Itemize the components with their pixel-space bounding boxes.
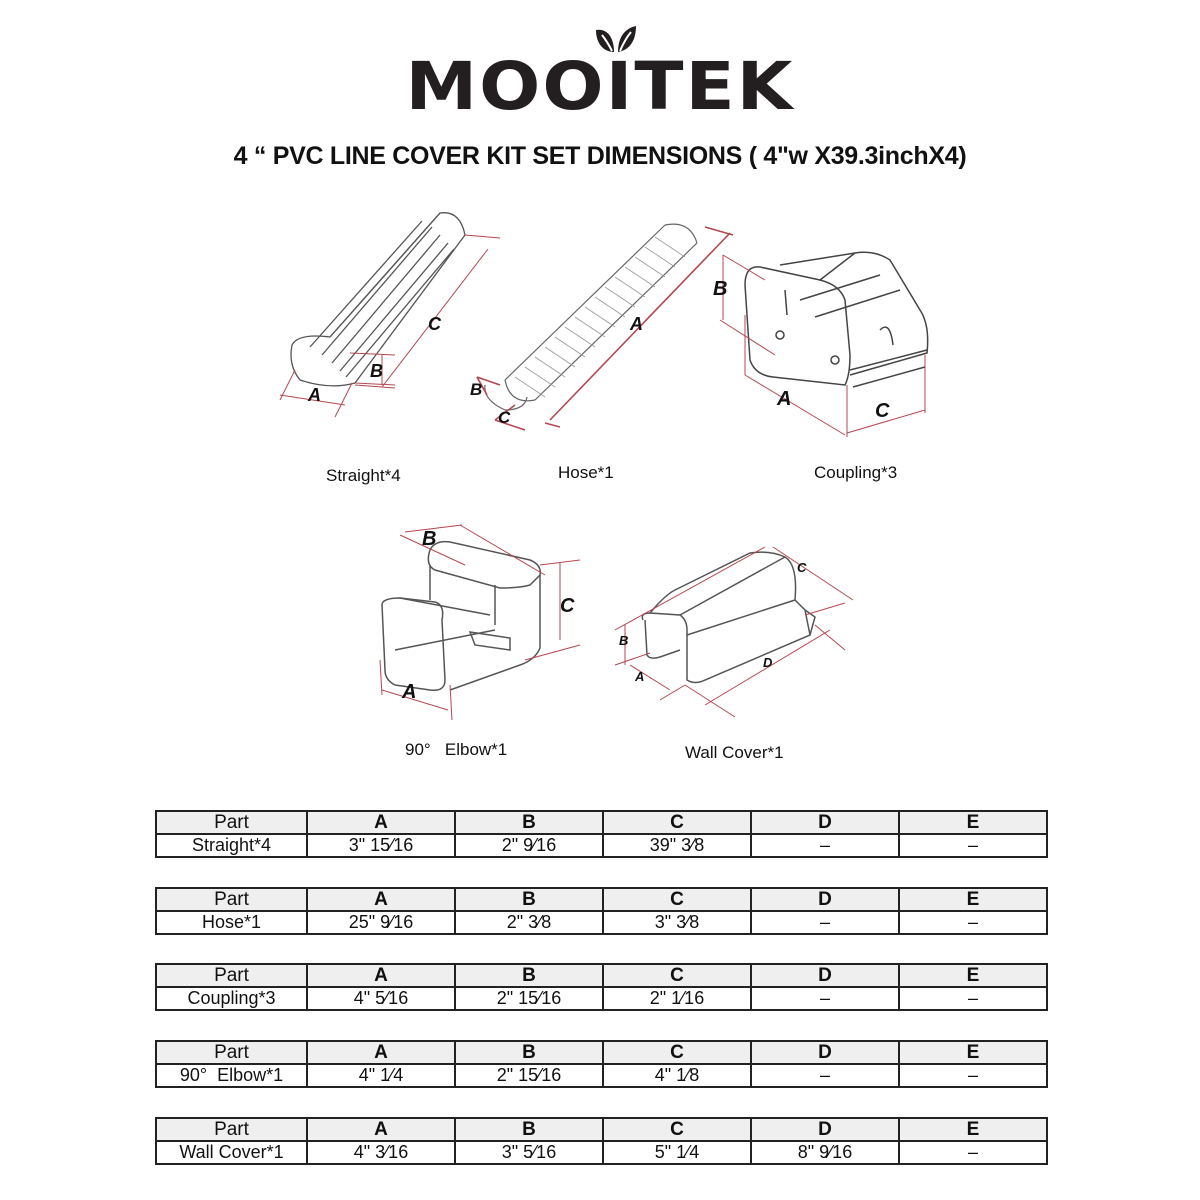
cell-b: 2" 15⁄16 (455, 987, 603, 1010)
cell-c: 3" 3⁄8 (603, 911, 751, 934)
table-row (156, 987, 1047, 1010)
cell-e: – (899, 987, 1047, 1010)
table-row (156, 1064, 1047, 1087)
svg-text:A: A (777, 388, 792, 410)
header-c: C (603, 1041, 751, 1064)
caption-wall-cover: Wall Cover*1 (685, 743, 784, 762)
header-c: C (603, 811, 751, 834)
svg-text:B: B (370, 361, 383, 381)
svg-text:A: A (635, 669, 645, 684)
cell-a: 25" 9⁄16 (307, 911, 455, 934)
hose-drawing (465, 205, 735, 435)
caption-straight: Straight*4 (326, 466, 401, 485)
header-part: Part (156, 964, 307, 987)
cell-a: 4" 3⁄16 (307, 1141, 455, 1164)
svg-text:A: A (630, 314, 643, 334)
svg-text:C: C (498, 408, 511, 427)
svg-text:B: B (713, 278, 728, 300)
header-d: D (751, 811, 899, 834)
svg-text:C: C (797, 560, 807, 575)
cell-e: – (899, 911, 1047, 934)
cell-part: Hose*1 (156, 911, 307, 934)
header-b: B (455, 1118, 603, 1141)
caption-elbow: 90° Elbow*1 (405, 740, 508, 759)
caption-hose: Hose*1 (558, 463, 614, 482)
header-d: D (751, 964, 899, 987)
svg-text:C: C (428, 314, 441, 334)
cell-part: Wall Cover*1 (156, 1141, 307, 1164)
svg-text:C: C (560, 595, 575, 617)
cell-d: 8" 9⁄16 (751, 1141, 899, 1164)
cell-d: – (751, 834, 899, 857)
spec-table-elbow (155, 1040, 1048, 1088)
wall-cover-drawing (605, 535, 855, 715)
cell-c: 39" 3⁄8 (603, 834, 751, 857)
elbow-drawing (370, 520, 590, 710)
header-part: Part (156, 811, 307, 834)
header-a: A (307, 811, 455, 834)
header-a: A (307, 1041, 455, 1064)
cell-part: Coupling*3 (156, 987, 307, 1010)
cell-part: 90° Elbow*1 (156, 1064, 307, 1087)
cell-b: 2" 9⁄16 (455, 834, 603, 857)
header-e: E (899, 1118, 1047, 1141)
cell-c: 2" 1⁄16 (603, 987, 751, 1010)
spec-table-hose (155, 887, 1048, 935)
table-header-row (156, 1118, 1047, 1141)
cell-e: – (899, 1141, 1047, 1164)
svg-text:B: B (470, 380, 483, 399)
cell-c: 5" 1⁄4 (603, 1141, 751, 1164)
svg-text:A: A (308, 385, 321, 405)
header-e: E (899, 811, 1047, 834)
spec-table-wall-cover (155, 1117, 1048, 1165)
header-d: D (751, 888, 899, 911)
table-row (156, 1141, 1047, 1164)
header-a: A (307, 964, 455, 987)
caption-coupling: Coupling*3 (814, 463, 898, 482)
table-row (156, 834, 1047, 857)
svg-text:D: D (763, 655, 773, 670)
header-a: A (307, 888, 455, 911)
coupling-drawing (705, 225, 955, 445)
header-c: C (603, 964, 751, 987)
cell-e: – (899, 834, 1047, 857)
cell-a: 4" 1⁄4 (307, 1064, 455, 1087)
header-b: B (455, 888, 603, 911)
cell-d: – (751, 911, 899, 934)
spec-table-straight (155, 810, 1048, 858)
table-header-row (156, 811, 1047, 834)
header-e: E (899, 1041, 1047, 1064)
header-b: B (455, 811, 603, 834)
svg-text:C: C (875, 400, 890, 422)
table-row (156, 911, 1047, 934)
header-b: B (455, 1041, 603, 1064)
svg-text:B: B (619, 633, 629, 648)
cell-a: 4" 5⁄16 (307, 987, 455, 1010)
cell-b: 3" 5⁄16 (455, 1141, 603, 1164)
cell-b: 2" 3⁄8 (455, 911, 603, 934)
header-c: C (603, 888, 751, 911)
cell-b: 2" 15⁄16 (455, 1064, 603, 1087)
header-a: A (307, 1118, 455, 1141)
header-d: D (751, 1041, 899, 1064)
table-header-row (156, 888, 1047, 911)
cell-d: – (751, 1064, 899, 1087)
header-e: E (899, 964, 1047, 987)
table-header-row (156, 964, 1047, 987)
cell-a: 3" 15⁄16 (307, 834, 455, 857)
page-title: 4 “ PVC LINE COVER KIT SET DIMENSIONS ( 4"w X39.3inchX4) (233, 142, 967, 170)
table-header-row (156, 1041, 1047, 1064)
spec-table-coupling (155, 963, 1048, 1011)
header-e: E (899, 888, 1047, 911)
header-part: Part (156, 1041, 307, 1064)
cell-d: – (751, 987, 899, 1010)
cell-part: Straight*4 (156, 834, 307, 857)
cell-e: – (899, 1064, 1047, 1087)
svg-text:A: A (402, 681, 417, 703)
cell-c: 4" 1⁄8 (603, 1064, 751, 1087)
header-d: D (751, 1118, 899, 1141)
header-b: B (455, 964, 603, 987)
brand-logo: MOOITEK (405, 47, 795, 125)
header-part: Part (156, 888, 307, 911)
header-part: Part (156, 1118, 307, 1141)
header-c: C (603, 1118, 751, 1141)
svg-text:B: B (422, 528, 437, 550)
